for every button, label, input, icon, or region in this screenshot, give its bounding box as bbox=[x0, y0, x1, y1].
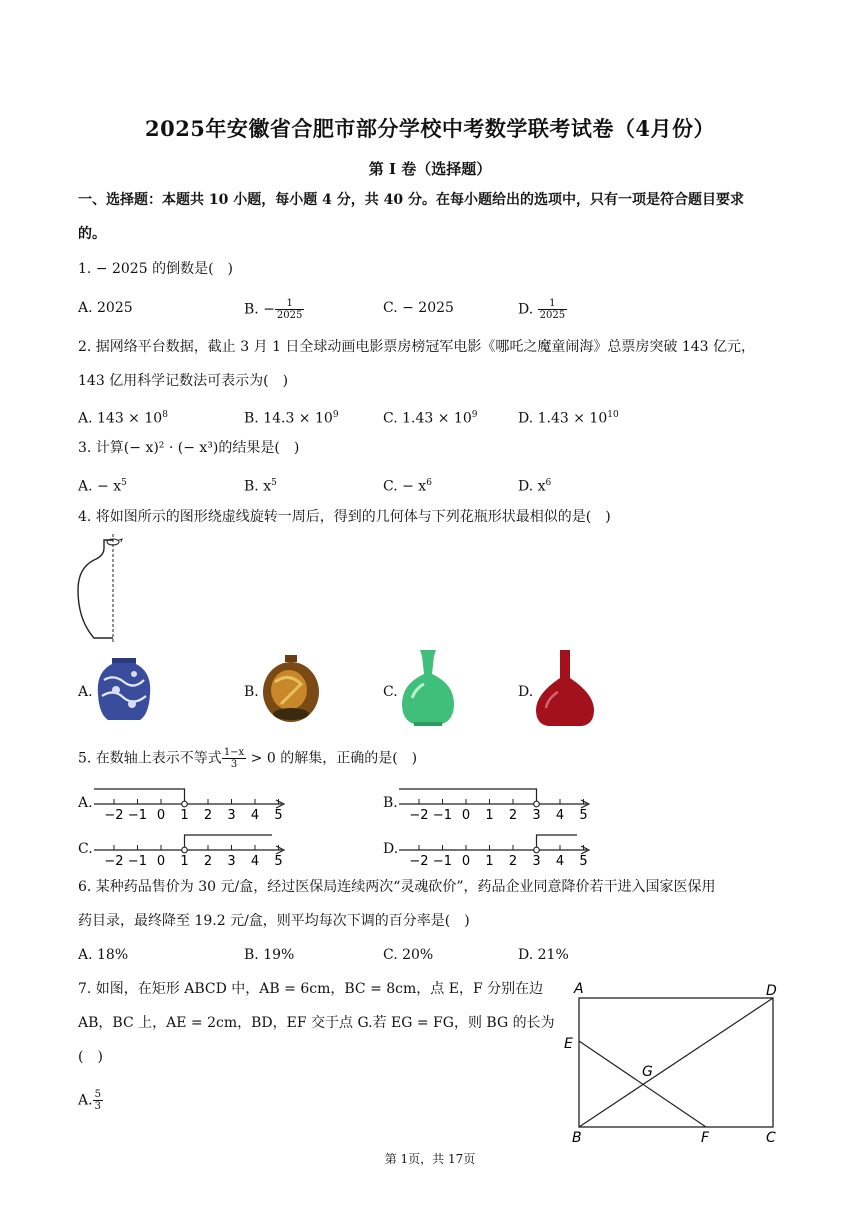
axis-tick-label: 0 bbox=[461, 808, 471, 820]
q7-label-e: E bbox=[564, 1036, 573, 1052]
q7-label-g: G bbox=[642, 1064, 653, 1080]
axis-tick-label: 0 bbox=[156, 808, 166, 820]
q3-option-b: B. $x^5$ bbox=[244, 478, 277, 495]
axis-tick-label: 2 bbox=[508, 808, 518, 820]
q4-stem: 4. 将如图所示的图形绕虚线旋转一周后，得到的几何体与下列花瓶形状最相似的是( ) bbox=[78, 509, 611, 525]
axis-tick-label: −2 bbox=[104, 854, 124, 866]
q7-label-a: A bbox=[574, 981, 584, 997]
q6-option-a: A. 18% bbox=[78, 947, 129, 963]
q5-number-line-d bbox=[397, 824, 597, 866]
q5-number-line-a bbox=[92, 778, 292, 820]
axis-tick-label: 2 bbox=[203, 854, 213, 866]
q7-stem-line1: 7. 如图，在矩形 ABCD 中，AB = 6cm，BC = 8cm，点 E，F 分别在边 bbox=[78, 981, 544, 997]
q2-option-a: A. $143 \times 10^8$ bbox=[78, 410, 168, 427]
q7-label-f: F bbox=[701, 1130, 710, 1146]
axis-tick-label: 0 bbox=[461, 854, 471, 866]
page-title: 2025年安徽省合肥市部分学校中考数学联考试卷（4月份） bbox=[144, 116, 716, 141]
q1-stem: 1. − 2025 的倒数是( ) bbox=[78, 261, 233, 277]
q7-label-c: C bbox=[766, 1130, 776, 1146]
q7-label-b: B bbox=[572, 1130, 582, 1146]
q5-option-a-label: A. bbox=[78, 795, 93, 811]
axis-tick-label: 3 bbox=[532, 808, 541, 820]
q1-option-d: D. $\frac{1}{2025}$ bbox=[518, 298, 566, 321]
q2-option-c: C. $1.43 \times 10^9$ bbox=[383, 410, 478, 427]
q2-stem-line2: 143 亿用科学记数法可表示为( ) bbox=[78, 373, 289, 389]
q1-option-a: A. 2025 bbox=[78, 300, 133, 316]
q4-vase-a-image bbox=[94, 656, 154, 722]
axis-tick-label: 4 bbox=[250, 854, 260, 866]
axis-tick-label: −2 bbox=[409, 854, 429, 866]
q6-option-c: C. 20% bbox=[383, 947, 434, 963]
axis-tick-label: 1 bbox=[485, 854, 494, 866]
axis-tick-label: 0 bbox=[156, 854, 166, 866]
open-endpoint bbox=[182, 801, 188, 807]
q4-vase-d-image bbox=[534, 648, 596, 728]
axis-tick-label: 3 bbox=[532, 854, 541, 866]
axis-tick-label: 1 bbox=[180, 854, 189, 866]
axis-tick-label: 3 bbox=[227, 854, 236, 866]
section-subtitle: 第 I 卷（选择题） bbox=[368, 160, 492, 178]
solution-ray bbox=[94, 789, 185, 801]
page-footer: 第 1页，共 17页 bbox=[384, 1152, 476, 1166]
q3-option-c: C. − $x^6$ bbox=[383, 478, 432, 495]
open-endpoint bbox=[534, 847, 540, 853]
q4-option-a-label: A. bbox=[78, 684, 93, 700]
axis-tick-label: 5 bbox=[274, 808, 283, 820]
solution-ray bbox=[537, 835, 578, 847]
solution-ray bbox=[399, 789, 537, 801]
axis-tick-label: 3 bbox=[227, 808, 236, 820]
axis-tick-label: −1 bbox=[127, 854, 148, 866]
q1-option-c: C. − 2025 bbox=[383, 300, 454, 316]
q3-option-a: A. − $x^5$ bbox=[78, 478, 127, 495]
axis-tick-label: 4 bbox=[250, 808, 260, 820]
q6-option-b: B. 19% bbox=[244, 947, 295, 963]
q5-option-d-label: D. bbox=[383, 841, 399, 857]
axis-tick-label: 5 bbox=[579, 808, 588, 820]
axis-tick-label: 2 bbox=[203, 808, 213, 820]
q4-vase-b-image bbox=[261, 654, 321, 724]
axis-tick-label: −2 bbox=[104, 808, 124, 820]
axis-tick-label: 5 bbox=[579, 854, 588, 866]
axis-tick-label: 4 bbox=[555, 854, 565, 866]
axis-tick-label: 5 bbox=[274, 854, 283, 866]
q4-rotation-figure bbox=[72, 530, 132, 645]
q6-stem-line1: 6. 某种药品售价为 30 元/盒，经过医保局连续两次“灵魂砍价”，药品企业同意降价若干进入国家医保用 bbox=[78, 879, 716, 895]
q3-option-d: D. $x^6$ bbox=[518, 478, 552, 495]
q5-option-b-label: B. bbox=[383, 795, 398, 811]
axis-tick-label: −1 bbox=[432, 808, 453, 820]
q2-option-b: B. $14.3 \times 10^9$ bbox=[244, 410, 339, 427]
axis-tick-label: −1 bbox=[432, 854, 453, 866]
q4-option-d-label: D. bbox=[518, 684, 534, 700]
q2-stem-line1: 2. 据网络平台数据，截止 3 月 1 日全球动画电影票房榜冠军电影《哪吒之魔童闹海》总票房突破 143 亿元， bbox=[78, 339, 756, 355]
q7-label-d: D bbox=[766, 983, 777, 999]
section-heading-line1: 一、选择题：本题共 10 小题，每小题 4 分，共 40 分。在每小题给出的选项中，只有一项是符合题目要求 bbox=[78, 192, 744, 208]
axis-tick-label: 4 bbox=[555, 808, 565, 820]
axis-tick-label: 1 bbox=[180, 808, 189, 820]
q5-number-line-c bbox=[92, 824, 292, 866]
q5-option-c-label: C. bbox=[78, 841, 93, 857]
q4-vase-c-image bbox=[398, 648, 458, 728]
q4-option-b-label: B. bbox=[244, 684, 259, 700]
axis-tick-label: 2 bbox=[508, 854, 518, 866]
solution-ray bbox=[185, 835, 273, 847]
q6-option-d: D. 21% bbox=[518, 947, 569, 963]
axis-tick-label: 1 bbox=[485, 808, 494, 820]
axis-tick-label: −2 bbox=[409, 808, 429, 820]
section-heading-line2: 的。 bbox=[78, 226, 106, 242]
q7-stem-line2: AB，BC 上，AE = 2cm，BD，EF 交于点 G.若 EG = FG，则 BG 的长为 bbox=[78, 1015, 555, 1031]
q6-stem-line2: 药目录，最终降至 19.2 元/盒，则平均每次下调的百分率是( ) bbox=[78, 913, 470, 929]
q7-option-a: A. $\frac{5}{3}$ bbox=[78, 1089, 101, 1112]
open-endpoint bbox=[534, 801, 540, 807]
axis-tick-label: −1 bbox=[127, 808, 148, 820]
q7-stem-line3: ( ) bbox=[78, 1049, 103, 1065]
q4-option-c-label: C. bbox=[383, 684, 398, 700]
q1-option-b: B. − $\frac{1}{2025}$ bbox=[244, 298, 303, 321]
q5-stem: 5. 在数轴上表示不等式 $\frac{1-x}{3}$ > 0 的解集，正确的是( ) bbox=[78, 747, 418, 770]
q7-rectangle-figure bbox=[560, 978, 790, 1148]
q3-stem: 3. 计算(− x)² · (− x³)的结果是( ) bbox=[78, 440, 300, 456]
q2-option-d: D. $1.43 \times 10^{10}$ bbox=[518, 410, 619, 427]
open-endpoint bbox=[182, 847, 188, 853]
q5-number-line-b bbox=[397, 778, 597, 820]
